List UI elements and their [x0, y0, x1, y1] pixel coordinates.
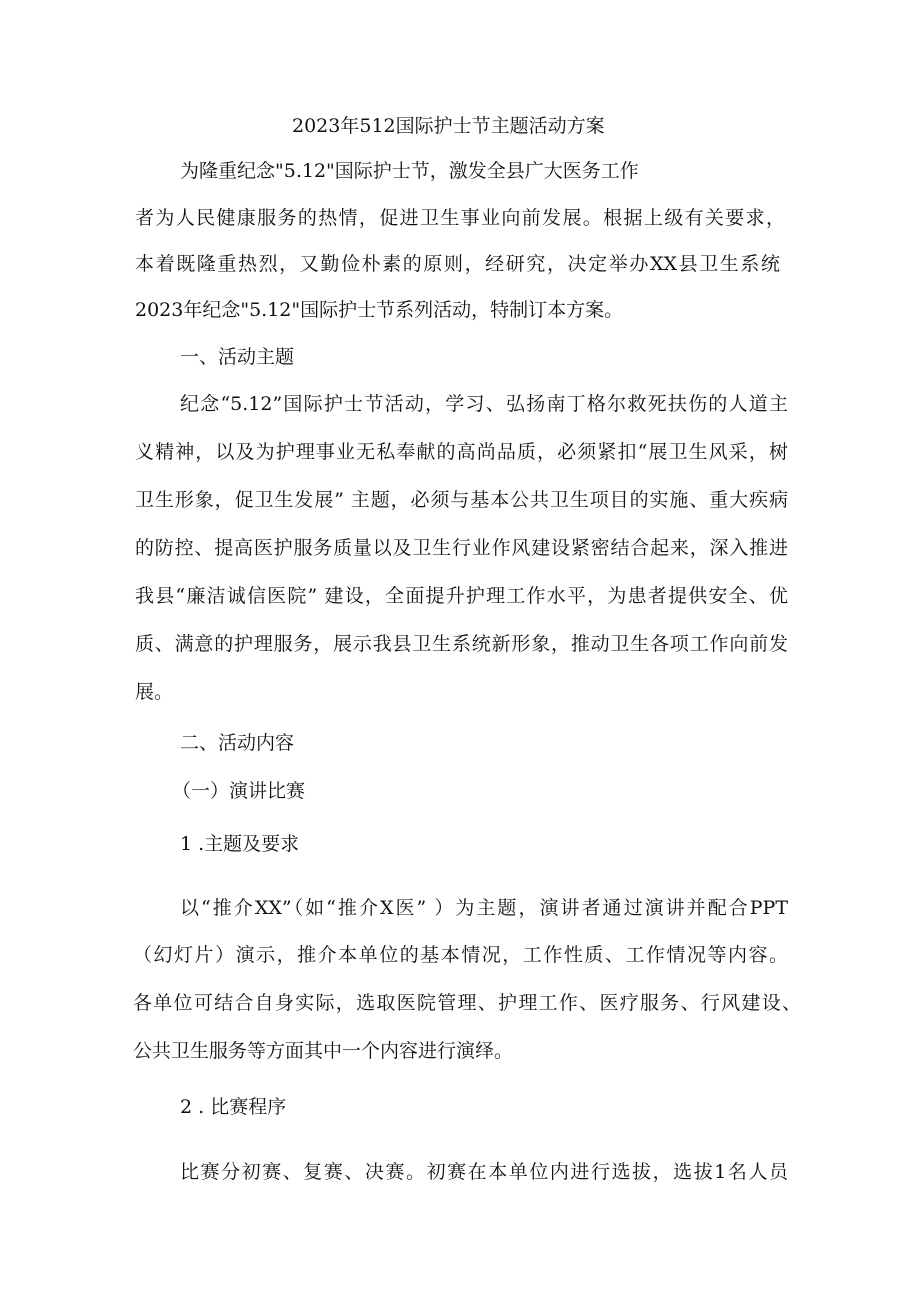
intro-line-3: 本着既隆重热烈，又勤俭朴素的原则，经研究，决定举办XX县卫生系统 [135, 253, 780, 275]
intro-line-1: 为隆重纪念"5.12"国际护士节，激发全县广大医务工作 [180, 160, 639, 182]
theme-line-4: 的防控、提高医护服务质量以及卫生行业作风建设紧密结合起来，深入推进 [135, 537, 788, 559]
theme-line-5: 我县“廉洁诚信医院” 建设，全面提升护理工作水平，为患者提供安全、优 [135, 585, 788, 607]
theme-line-2: 义精神，以及为护理事业无私奉献的高尚品质，必须紧扣“展卫生风采，树 [135, 441, 788, 463]
theme-line-3: 卫生形象，促卫生发展” 主题，必须与基本公共卫生项目的实施、重大疾病 [135, 489, 788, 511]
section-heading-theme: 一、活动主题 [180, 346, 295, 368]
section-heading-content: 二、活动内容 [180, 732, 295, 754]
speech-line-4: 公共卫生服务等方面其中一个内容进行演绎。 [133, 1040, 514, 1062]
item-heading-procedure: 2 . 比赛程序 [180, 1096, 287, 1118]
speech-line-3: 各单位可结合自身实际，选取医院管理、护理工作、医疗服务、行风建设、 [133, 992, 801, 1014]
theme-line-6: 质、满意的护理服务，展示我县卫生系统新形象，推动卫生各项工作向前发 [135, 633, 788, 655]
item-heading-theme-requirements: 1 .主题及要求 [180, 833, 300, 855]
intro-line-4: 2023年纪念"5.12"国际护士节系列活动，特制订本方案。 [135, 299, 624, 321]
theme-line-7: 展。 [135, 681, 174, 703]
theme-line-1: 纪念“5.12”国际护士节活动，学习、弘扬南丁格尔救死扶伤的人道主 [180, 393, 788, 415]
subsection-heading-speech: （一）演讲比赛 [172, 780, 306, 802]
page-title: 2023年512国际护士节主题活动方案 [292, 115, 605, 137]
procedure-line-1: 比赛分初赛、复赛、决赛。初赛在本单位内进行选拔，选拔1名人员 [180, 1161, 788, 1183]
intro-line-2: 者为人民健康服务的热情，促进卫生事业向前发展。根据上级有关要求， [135, 207, 785, 229]
speech-line-2: （幻灯片）演示，推介本单位的基本情况，工作性质、工作情况等内容。 [133, 944, 788, 966]
speech-line-1: 以“推介XX”（如“推介X医” ）为主题，演讲者通过演讲并配合PPT [180, 897, 788, 919]
